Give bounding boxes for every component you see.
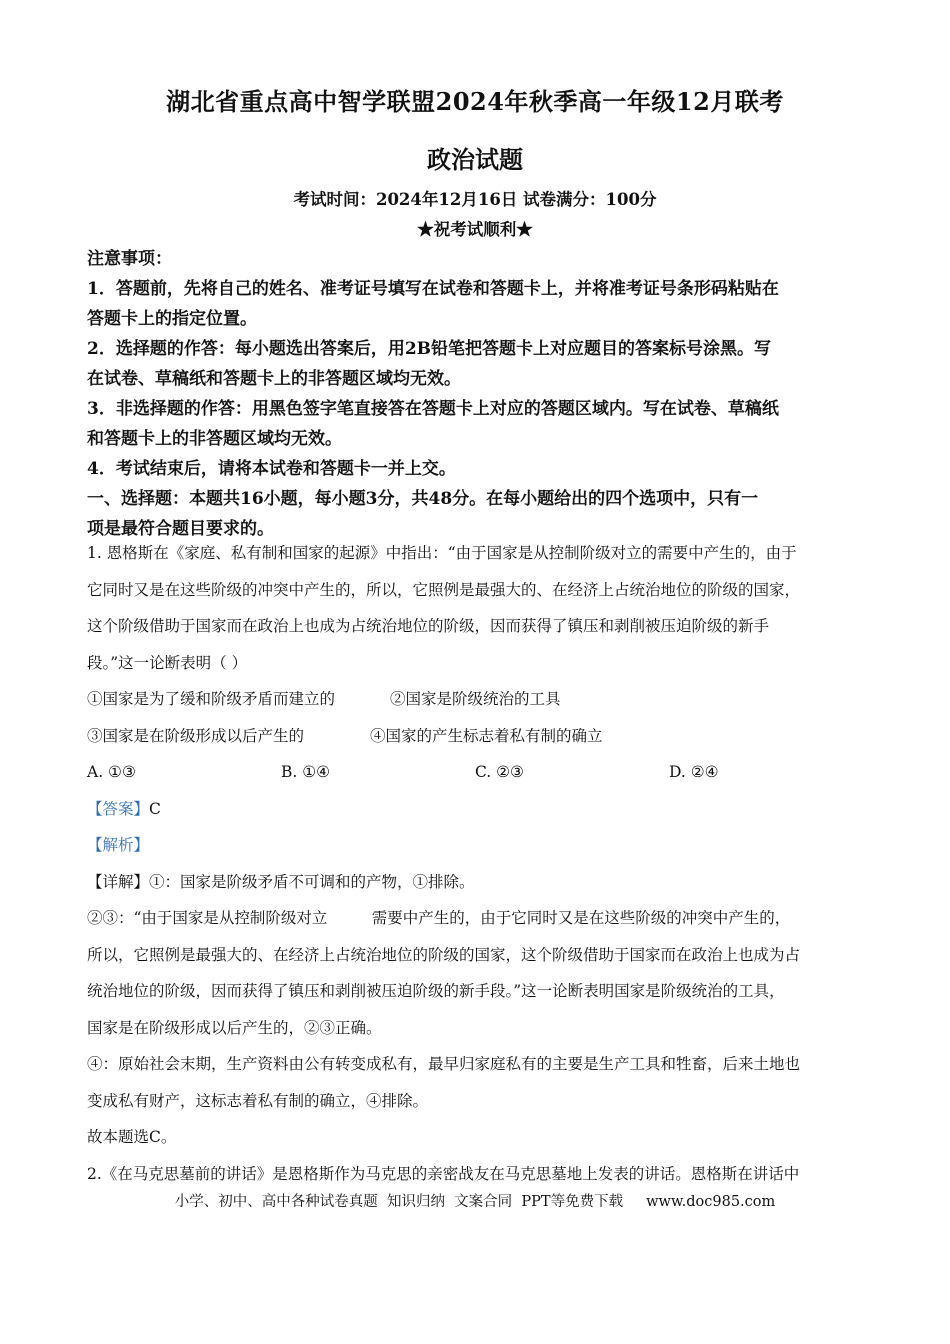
question-stem-line: 1. 恩格斯在《家庭、私有制和国家的起源》中指出：“由于国家是从控制阶级对立的需要中产生的，由于 [87, 544, 797, 562]
detail-line: ④：原始社会末期，生产资料由公有转变成私有，最早归家庭私有的主要是生产工具和牲畜，后来土地也 [87, 1055, 801, 1073]
statement-3: ③国家是在阶级形成以后产生的 [87, 726, 305, 745]
analysis-tag: 【解析】 [87, 836, 150, 854]
option-c: C. ②③ [475, 763, 524, 781]
detail-line: 【详解】①：国家是阶级矛盾不可调和的产物，①排除。 [87, 872, 475, 891]
options-row [87, 754, 867, 791]
statement-4: ④国家的产生标志着私有制的确立 [370, 726, 603, 745]
section-heading-line: 项是最符合题目要求的。 [87, 519, 274, 539]
question-2-stem-line: 2.《在马克思墓前的讲话》是恩格斯作为马克思的亲密战友在马克思墓地上发表的讲话。恩格斯在讲话中 [87, 1164, 800, 1183]
detail-line: 变成私有财产，这标志着私有制的确立，④排除。 [87, 1091, 429, 1110]
analysis-line [87, 827, 867, 864]
answer-value: C [149, 799, 161, 818]
notice-line: 和答题卡上的非答题区域均无效。 [87, 429, 342, 449]
notice-heading: 注意事项： [87, 249, 172, 269]
notice-line: 在试卷、草稿纸和答题卡上的非答题区域均无效。 [87, 369, 461, 389]
detail-line: 所以，它照例是最强大的、在经济上占统治地位的阶级的国家，这个阶级借助于国家而在政治上也成为占 [87, 945, 801, 964]
detail-line: 故本题选C。 [87, 1128, 177, 1146]
statement-1: ①国家是为了缓和阶级矛盾而建立的 [87, 690, 336, 708]
detail-line: 统治地位的阶级，因而获得了镇压和剥削被压迫阶级的新手段。”这一论断表明国家是阶级统治的工具， [87, 982, 785, 1000]
section-heading-line: 一、选择题：本题共16小题，每小题3分，共48分。在每小题给出的四个选项中，只有一 [87, 489, 759, 509]
detail-line: 国家是在阶级形成以后产生的，②③正确。 [87, 1018, 382, 1037]
notice-line: 答题卡上的指定位置。 [87, 309, 257, 329]
option-b: B. ①④ [281, 763, 331, 781]
subject-title: 政治试题 [427, 145, 523, 174]
exam-title: 湖北省重点高中智学联盟2024年秋季高一年级12月联考 [166, 87, 784, 116]
notice-line: 1．答题前，先将自己的姓名、准考证号填写在试卷和答题卡上，并将准考证号条形码粘贴在 [87, 279, 779, 299]
question-stem-line: 它同时又是在这些阶级的冲突中产生的，所以，它照例是最强大的、在经济上占统治地位的阶级的国家， [87, 580, 801, 599]
detail-line: ②③：“由于国家是从控制阶级对立 需要中产生的，由于它同时又是在这些阶级的冲突中产生的， [87, 909, 791, 927]
exam-info: 考试时间：2024年12月16日 试卷满分：100分 [293, 190, 657, 209]
question-stem-line: 段。”这一论断表明（ ） [87, 653, 248, 672]
answer-tag: 【答案】 [87, 799, 150, 818]
statement-2: ②国家是阶级统治的工具 [390, 690, 561, 708]
answer-line [87, 791, 867, 828]
footer-text: 小学、初中、高中各种试卷真题 知识归纳 文案合同 PPT等免费下载 www.doc985.com [174, 1194, 776, 1210]
option-a: A. ①③ [87, 763, 136, 781]
statement-row [87, 681, 867, 718]
notice-line: 3．非选择题的作答：用黑色签字笔直接答在答题卡上对应的答题区域内。写在试卷、草稿纸 [87, 399, 779, 419]
notice-section [87, 244, 867, 544]
notice-line: 2．选择题的作答：每小题选出答案后，用2B铅笔把答题卡上对应题目的答案标号涂黑。写 [87, 339, 772, 359]
notice-line: 4．考试结束后，请将本试卷和答题卡一并上交。 [87, 459, 456, 479]
option-d: D. ②④ [669, 763, 719, 781]
statement-row [87, 718, 867, 755]
good-luck-line: ★祝考试顺利★ [417, 220, 533, 239]
question-1 [87, 535, 867, 1192]
question-stem-line: 这个阶级借助于国家而在政治上也成为占统治地位的阶级，因而获得了镇压和剥削被压迫阶级的新手 [87, 617, 770, 635]
